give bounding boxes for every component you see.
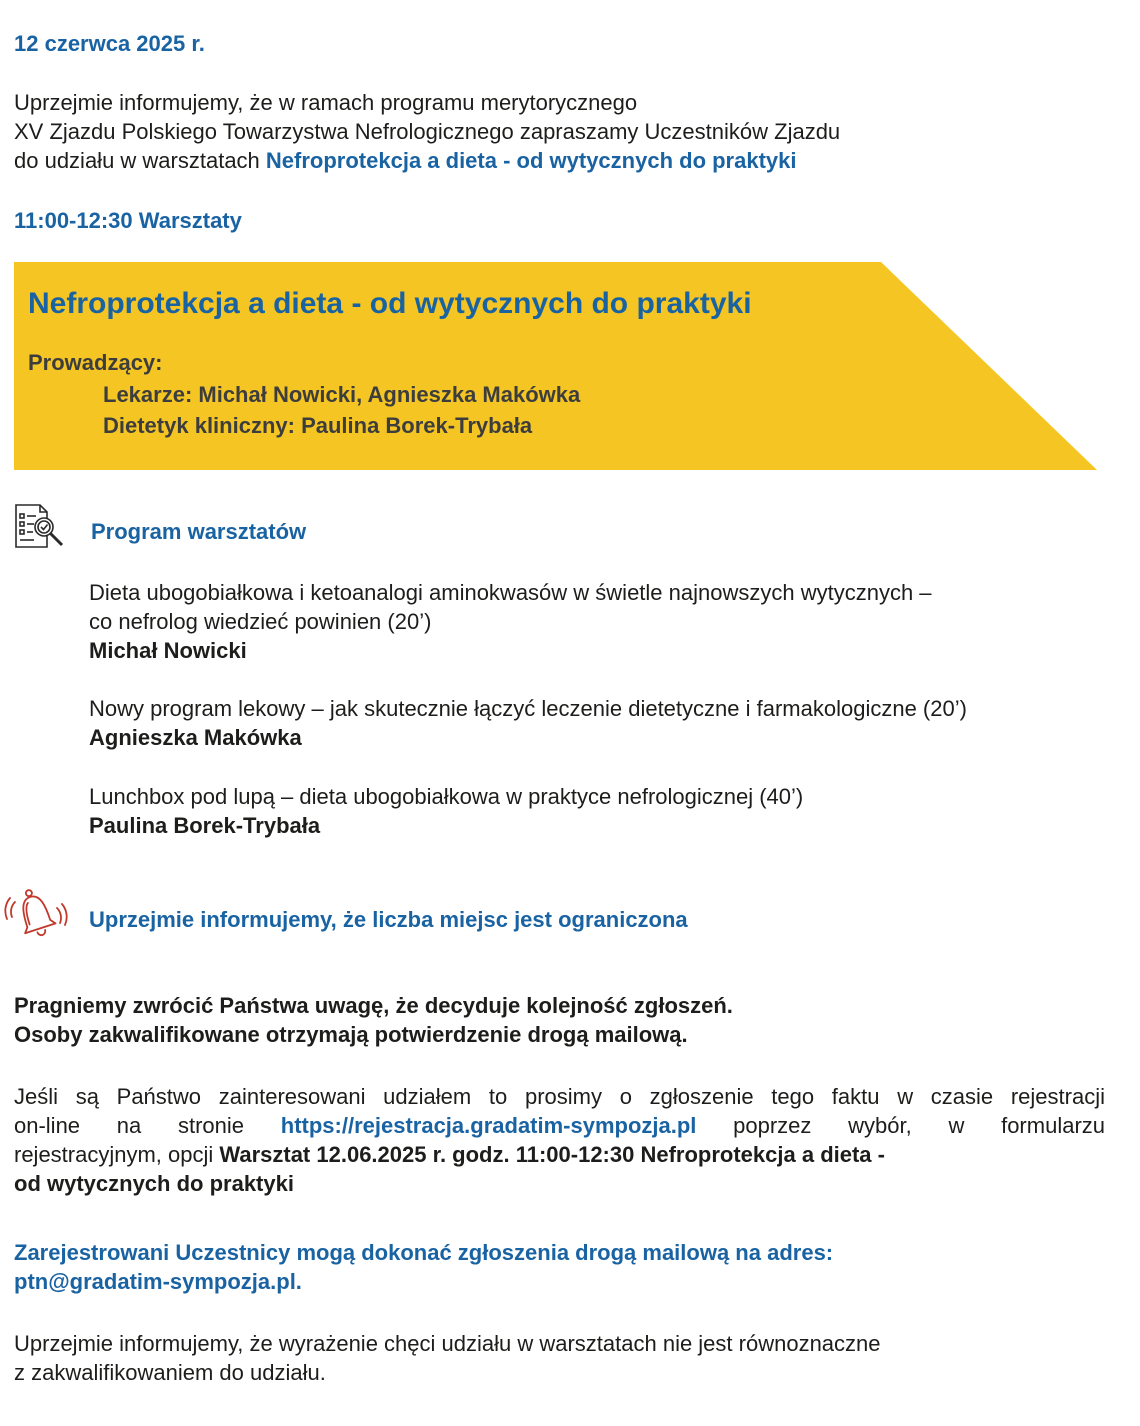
program-item-speaker: Agnieszka Makówka <box>89 725 302 750</box>
contact-paragraph <box>14 1238 833 1296</box>
program-item <box>89 694 967 752</box>
registration-line-2-suffix: poprzez wybór, w formularzu <box>696 1113 1106 1138</box>
program-item-title-cont: co nefrolog wiedzieć powinien (20’) <box>89 609 432 634</box>
workshop-title-highlight: Nefroprotekcja a dieta - od wytycznych do praktyki <box>265 148 797 173</box>
attention-line-2: Osoby zakwalifikowane otrzymają potwierdzenie drogą mailową. <box>14 1022 688 1047</box>
contact-line-1: Zarejestrowani Uczestnicy mogą dokonać zgłoszenia drogą mailową na adres: <box>14 1240 834 1265</box>
registration-line-2 <box>14 1111 1105 1140</box>
registration-line-3-prefix: rejestracyjnym, opcji <box>14 1142 220 1167</box>
intro-line-3 <box>14 146 840 175</box>
final-paragraph <box>14 1329 881 1387</box>
intro-paragraph <box>14 88 840 175</box>
time-label: 11:00-12:30 Warsztaty <box>14 208 242 233</box>
registration-option-cont: od wytycznych do praktyki <box>14 1171 294 1196</box>
program-item-title: Nowy program lekowy – jak skutecznie łączyć leczenie dietetyczne i farmakologiczne (20’) <box>89 696 967 721</box>
bell-icon <box>4 884 68 946</box>
registration-paragraph <box>14 1082 1105 1198</box>
program-item-title: Lunchbox pod lupą – dieta ubogobiałkowa w praktyce nefrologicznej (40’) <box>89 784 804 809</box>
program-item <box>89 578 932 665</box>
program-item <box>89 782 803 840</box>
registration-line-3 <box>14 1140 1105 1169</box>
registration-link[interactable]: https://rejestracja.gradatim-sympozja.pl <box>280 1113 697 1138</box>
banner-title: Nefroprotekcja a dieta - od wytycznych do praktyki <box>28 287 752 320</box>
registration-line-1: Jeśli są Państwo zainteresowani udziałem to prosimy o zgłoszenie tego faktu w czasie rejestracji <box>14 1084 1105 1109</box>
intro-line-2: XV Zjazdu Polskiego Towarzystwa Nefrologicznego zapraszamy Uczestników Zjazdu <box>14 119 841 144</box>
attention-paragraph <box>14 991 733 1049</box>
registration-option: Warsztat 12.06.2025 r. godz. 11:00-12:30 Nefroprotekcja a dieta - <box>219 1142 885 1167</box>
program-item-speaker: Paulina Borek-Trybała <box>89 813 321 838</box>
program-item-title: Dieta ubogobiałkowa i ketoanalogi aminokwasów w świetle najnowszych wytycznych – <box>89 580 932 605</box>
registration-line-2-prefix: on-line na stronie <box>14 1113 281 1138</box>
intro-line-1: Uprzejmie informujemy, że w ramach programu merytorycznego <box>14 90 638 115</box>
leaders-doctors: Lekarze: Michał Nowicki, Agnieszka Makówka <box>103 382 581 407</box>
program-item-speaker: Michał Nowicki <box>89 638 247 663</box>
notice-heading: Uprzejmie informujemy, że liczba miejsc jest ograniczona <box>89 907 688 932</box>
workshop-banner <box>14 262 1097 470</box>
attention-line-1: Pragniemy zwrócić Państwa uwagę, że decyduje kolejność zgłoszeń. <box>14 993 733 1018</box>
leaders-dietitian: Dietetyk kliniczny: Paulina Borek-Trybała <box>103 413 533 438</box>
final-line-2: z zakwalifikowaniem do udziału. <box>14 1360 326 1385</box>
final-line-1: Uprzejmie informujemy, że wyrażenie chęci udziału w warsztatach nie jest równoznaczne <box>14 1331 881 1356</box>
date-heading: 12 czerwca 2025 r. <box>14 31 205 56</box>
contact-email[interactable]: ptn@gradatim-sympozja.pl. <box>14 1269 302 1294</box>
document-search-icon <box>14 503 66 549</box>
intro-line-3-prefix: do udziału w warsztatach <box>14 148 266 173</box>
leaders-label: Prowadzący: <box>28 350 163 375</box>
program-heading: Program warsztatów <box>91 519 307 544</box>
